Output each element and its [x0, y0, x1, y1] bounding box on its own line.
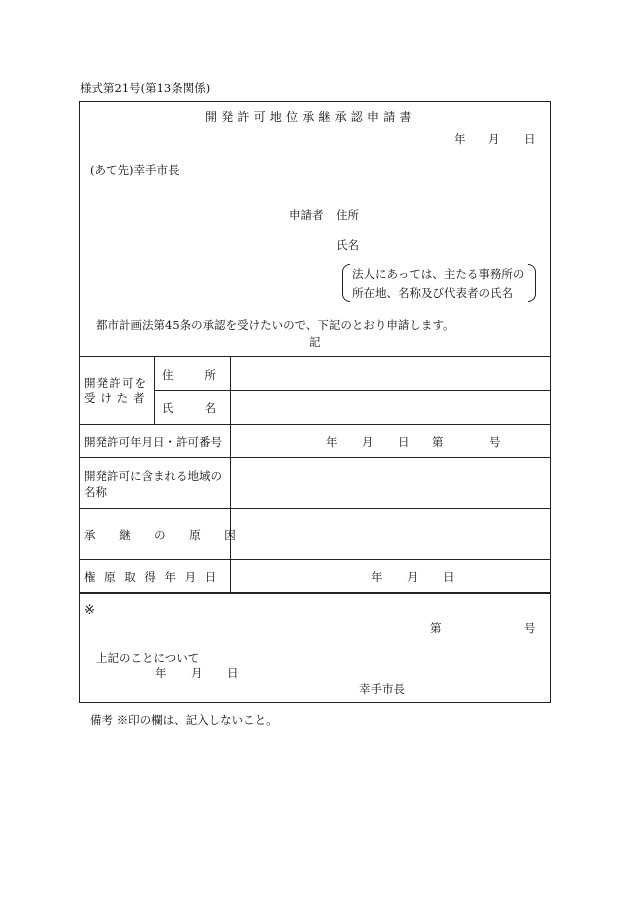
office-mark: ※	[84, 603, 95, 618]
table-top-line	[79, 356, 551, 357]
office-mayor: 幸手市長	[359, 682, 405, 696]
area-label-2: 名称	[84, 485, 107, 499]
form-frame	[79, 101, 551, 703]
office-about: 上記のことについて	[96, 651, 200, 665]
office-year: 年	[155, 666, 167, 680]
addressee: (あて先)幸手市長	[90, 163, 180, 177]
holder-label-2: 受けた者	[84, 391, 150, 405]
office-go: 号	[524, 621, 536, 635]
name-label: 氏名	[162, 401, 248, 415]
applicant-address-label: 住所	[336, 208, 359, 222]
permit-year: 年	[326, 435, 338, 449]
ki-mark: 記	[309, 335, 321, 349]
permit-month: 月	[362, 435, 374, 449]
form-title: 開発許可地位承継承認申請書	[205, 110, 416, 124]
date-day: 日	[524, 132, 536, 146]
date-year: 年	[454, 132, 466, 146]
bracket-right	[528, 264, 536, 302]
corporate-note-line2: 所在地、名称及び代表者の氏名	[352, 286, 513, 300]
statement: 都市計画法第45条の承認を受けたいので、下記のとおり申請します。	[96, 318, 455, 332]
holder-divider-line	[154, 390, 551, 391]
area-label-1: 開発許可に含まれる地域の	[84, 469, 222, 483]
col-line-value	[230, 356, 231, 592]
col-line-holder	[154, 356, 155, 424]
row-line-acq	[79, 559, 551, 560]
office-dai: 第	[430, 621, 442, 635]
acq-label: 権原取得年月日	[84, 570, 225, 584]
holder-label-1: 開発許可を	[84, 376, 148, 390]
bracket-left	[342, 264, 350, 302]
row-line-cause	[79, 508, 551, 509]
acq-month: 月	[407, 570, 419, 584]
corporate-note	[342, 264, 536, 302]
cause-label: 承継の原因	[84, 528, 260, 542]
acq-year: 年	[371, 570, 383, 584]
permit-label: 開発許可年月日・許可番号	[84, 435, 222, 449]
form-number: 様式第21号(第13条関係)	[80, 81, 211, 95]
corporate-note-line1: 法人にあっては、主たる事務所の	[352, 267, 525, 281]
date-month: 月	[488, 132, 500, 146]
permit-go: 号	[489, 435, 501, 449]
address-label: 住所	[162, 368, 248, 382]
permit-day: 日	[398, 435, 410, 449]
acq-day: 日	[443, 570, 455, 584]
row-line-permit	[79, 424, 551, 425]
office-day: 日	[227, 666, 239, 680]
row-line-office	[79, 592, 551, 594]
remarks: 備考 ※印の欄は、記入しないこと。	[90, 713, 278, 727]
applicant-name-label: 氏名	[336, 238, 359, 252]
permit-dai: 第	[432, 435, 444, 449]
office-month: 月	[191, 666, 203, 680]
row-line-area	[79, 457, 551, 458]
applicant-label: 申請者	[289, 208, 324, 222]
